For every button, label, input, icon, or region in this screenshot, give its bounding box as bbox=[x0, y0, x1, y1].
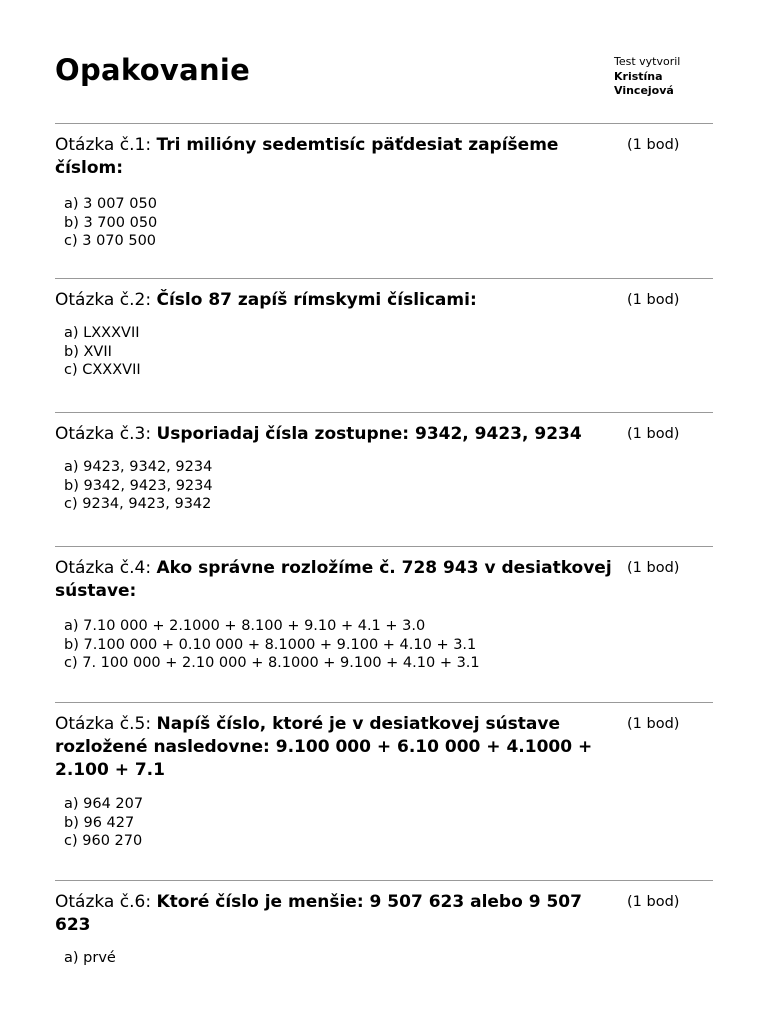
question-points: (1 bod) bbox=[627, 716, 680, 732]
answer-options bbox=[55, 458, 713, 514]
answer-option[interactable]: a) 9423, 9342, 9234 bbox=[64, 459, 213, 475]
answer-option[interactable]: b) XVII bbox=[64, 343, 112, 360]
question-points: (1 bod) bbox=[627, 137, 680, 153]
answer-options bbox=[55, 949, 713, 968]
test-header bbox=[55, 0, 713, 124]
answer-option[interactable]: a) 7.10 000 + 2.1000 + 8.100 + 9.10 + 4.1 + 3.0 bbox=[64, 618, 426, 634]
question-number: Otázka č.3: bbox=[55, 424, 152, 444]
question-5 bbox=[55, 703, 713, 881]
question-number: Otázka č.4: bbox=[55, 558, 152, 578]
answer-option[interactable]: b) 3 700 050 bbox=[64, 214, 158, 231]
question-number: Otázka č.6: bbox=[55, 892, 152, 912]
question-points: (1 bod) bbox=[627, 426, 680, 442]
question-text: Napíš číslo, ktoré je v desiatkovej sústave rozložené nasledovne: 9.100 000 + 6.10 000 + 4.1000 + 2.100 + 7.1 bbox=[55, 714, 593, 780]
question-heading bbox=[55, 703, 620, 782]
question-3 bbox=[55, 413, 713, 547]
question-points: (1 bod) bbox=[627, 560, 680, 576]
question-number: Otázka č.1: bbox=[55, 135, 152, 155]
question-number: Otázka č.2: bbox=[55, 290, 152, 310]
question-1 bbox=[55, 124, 713, 279]
question-heading bbox=[55, 279, 620, 312]
author-name-line2: Vincejová bbox=[614, 84, 674, 97]
answer-option[interactable]: a) prvé bbox=[64, 950, 116, 966]
answer-option[interactable]: c) 7. 100 000 + 2.10 000 + 8.1000 + 9.100 + 4.10 + 3.1 bbox=[64, 655, 480, 671]
question-text: Tri milióny sedemtisíc päťdesiat zapíšeme číslom: bbox=[55, 135, 559, 178]
question-heading bbox=[55, 124, 620, 180]
question-6 bbox=[55, 881, 713, 968]
test-page bbox=[55, 0, 713, 968]
question-points: (1 bod) bbox=[627, 894, 680, 910]
question-number: Otázka č.5: bbox=[55, 714, 152, 734]
question-text: Ktoré číslo je menšie: 9 507 623 alebo 9 507 623 bbox=[55, 892, 582, 935]
answer-option[interactable]: b) 9342, 9423, 9234 bbox=[64, 477, 213, 494]
answer-option[interactable]: a) 964 207 bbox=[64, 796, 144, 812]
answer-option[interactable]: b) 7.100 000 + 0.10 000 + 8.1000 + 9.100 + 4.10 + 3.1 bbox=[64, 636, 477, 653]
answer-option[interactable]: b) 96 427 bbox=[64, 814, 135, 831]
answer-option[interactable]: a) LXXXVII bbox=[64, 325, 140, 341]
question-heading bbox=[55, 413, 620, 446]
answer-option[interactable]: c) CXXXVII bbox=[64, 362, 141, 378]
author-name-line1: Kristína bbox=[614, 69, 663, 83]
question-4 bbox=[55, 547, 713, 703]
author-label: Test vytvoril bbox=[614, 55, 681, 68]
answer-option[interactable]: c) 960 270 bbox=[64, 833, 143, 849]
answer-option[interactable]: c) 9234, 9423, 9342 bbox=[64, 496, 212, 512]
question-heading bbox=[55, 547, 620, 603]
question-text: Číslo 87 zapíš rímskymi číslicami: bbox=[156, 290, 477, 310]
question-2 bbox=[55, 279, 713, 413]
answer-options bbox=[55, 617, 713, 673]
answer-options bbox=[55, 795, 713, 851]
answer-option[interactable]: c) 3 070 500 bbox=[64, 233, 157, 249]
answer-option[interactable]: a) 3 007 050 bbox=[64, 196, 157, 212]
answer-options bbox=[55, 195, 713, 251]
question-heading bbox=[55, 881, 620, 937]
answer-options bbox=[55, 324, 713, 380]
page-title: Opakovanie bbox=[55, 53, 251, 87]
question-text: Ako správne rozložíme č. 728 943 v desiatkovej sústave: bbox=[55, 558, 612, 601]
question-points: (1 bod) bbox=[627, 292, 680, 308]
author-info bbox=[614, 55, 680, 99]
question-text: Usporiadaj čísla zostupne: 9342, 9423, 9234 bbox=[156, 424, 582, 444]
